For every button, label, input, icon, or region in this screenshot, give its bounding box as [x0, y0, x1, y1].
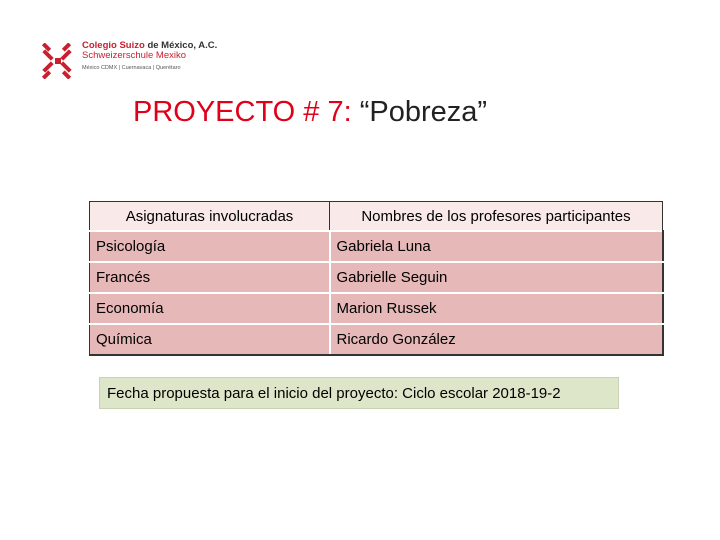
- page-title: [133, 92, 487, 132]
- table-row: [90, 262, 663, 293]
- school-logo: [40, 40, 230, 80]
- logo-locations: México CDMX | Cuernavaca | Querétaro: [82, 65, 181, 71]
- header-teachers: Nombres de los profesores participantes: [330, 202, 663, 232]
- teacher-cell: Gabriela Luna: [330, 231, 663, 262]
- table-row: [90, 231, 663, 262]
- table-header-row: [90, 202, 663, 232]
- teacher-cell: Gabrielle Seguin: [330, 262, 663, 293]
- table-row: [90, 324, 663, 355]
- teacher-cell: Ricardo González: [330, 324, 663, 355]
- title-number: 7:: [327, 96, 352, 128]
- title-prefix: PROYECTO #: [133, 96, 320, 128]
- teacher-cell: Marion Russek: [330, 293, 663, 324]
- start-date-text: Fecha propuesta para el inicio del proyecto: Ciclo escolar 2018-19-2: [107, 385, 561, 402]
- table-row: [90, 293, 663, 324]
- subjects-table: [89, 201, 664, 356]
- subject-cell: Química: [90, 324, 330, 355]
- subject-cell: Psicología: [90, 231, 330, 262]
- logo-name-red: Colegio Suizo: [82, 40, 145, 51]
- logo-name-dark: de México, A.C.: [147, 40, 218, 51]
- swiss-cross-logo-icon: [40, 43, 76, 79]
- logo-text: [82, 40, 217, 73]
- title-quote: “Pobreza”: [359, 96, 488, 128]
- start-date-box: [99, 377, 619, 409]
- subject-cell: Francés: [90, 262, 330, 293]
- subject-cell: Economía: [90, 293, 330, 324]
- logo-subtitle: Schweizerschule Mexiko: [82, 50, 187, 61]
- header-subjects: Asignaturas involucradas: [90, 202, 330, 232]
